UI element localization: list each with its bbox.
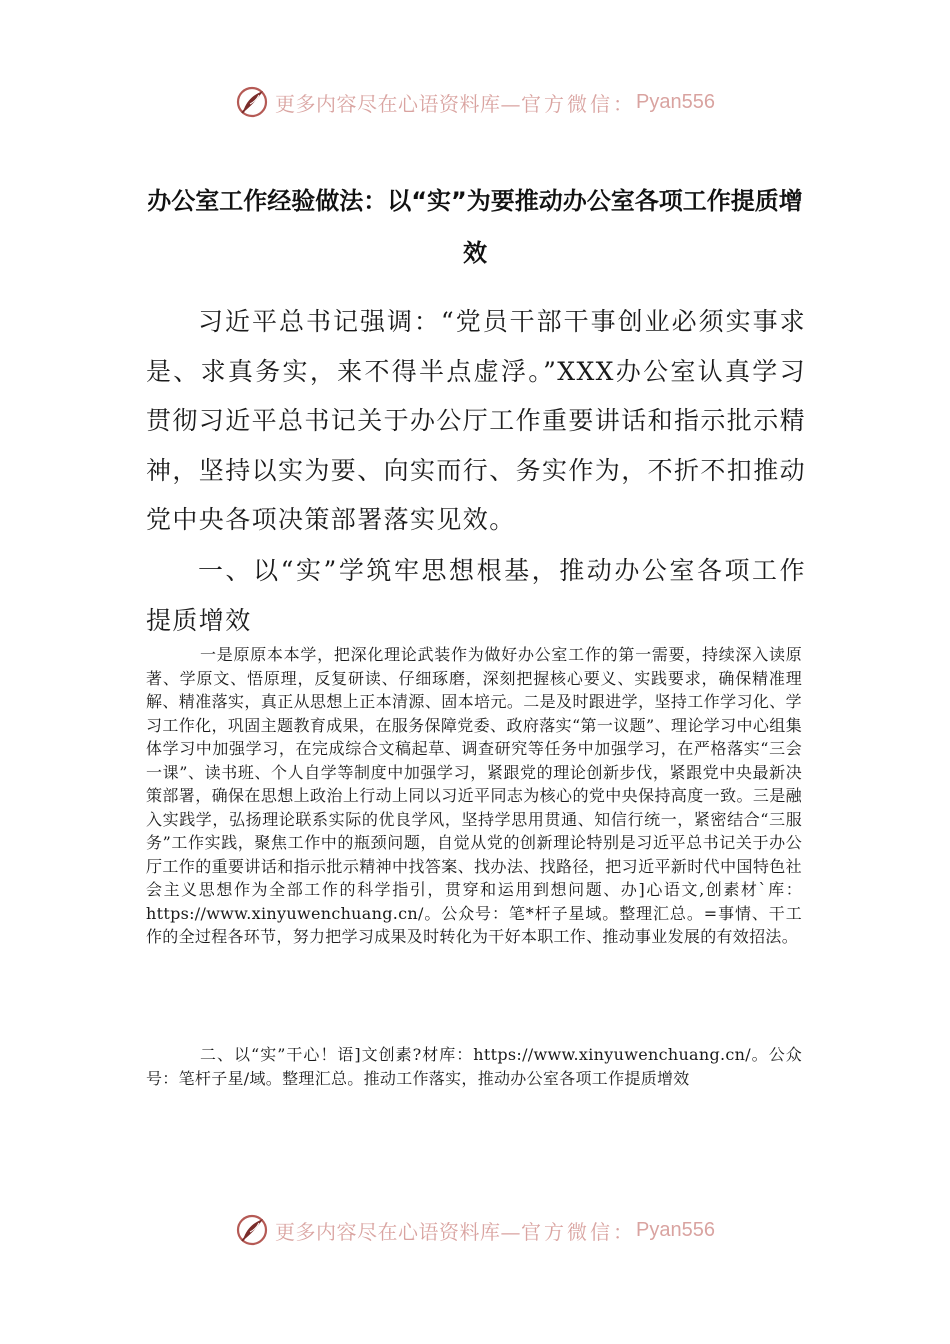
intro-paragraph: 习近平总书记强调：“党员干部干事创业必须实事求是、求真务实，来不得半点虚浮。”XXX办公室认真学习贯彻习近平总书记关于办公厅工作重要讲话和指示批示精神，坚持以实为要、向实而行、务实作为，不折不扣推动党中央各项决策部署落实见效。 (146, 307, 807, 534)
section-one-heading: 一、以“实”学筑牢思想根基，推动办公室各项工作提质增效 (146, 556, 806, 635)
watermark-wechat-label: 官方微信： (521, 91, 637, 116)
document-title: 办公室工作经验做法：以“实”为要推动办公室各项工作提质增效 (147, 187, 803, 267)
header-watermark-banner (0, 82, 950, 122)
watermark-wechat-id: Pyan556 (636, 90, 715, 113)
quill-logo-icon (235, 1213, 269, 1247)
watermark-slogan: 更多内容尽在心语资料库— (275, 91, 522, 116)
watermark-wechat-label: 官方微信： (521, 1219, 637, 1244)
section-one-body: 一是原原本本学，把深化理论武装作为做好办公室工作的第一需要，持续深入读原著、学原文、悟原理，反复研读、仔细琢磨，深刻把握核心要义、实践要求，确保精准理解、精准落实，真正从思想上正本清源、固本培元。二是及时跟进学，坚持工作学习化、学习工作化，巩固主题教育成果，在服务保障党委、政府落实“第一议题”、理论学习中心组集体学习中加强学习，在完成综合文稿起草、调查研究等任务中加强学习，在严格落实“三会一课”、读书班、个人自学等制度中加强学习，紧跟党的理论创新步伐，紧跟党中央最新决策部署，确保在思想上政治上行动上同以习近平同志为核心的党中央保持高度一致。三是融入实践学，弘扬理论联系实际的优良学风，坚持学思用贯通、知信行统一，紧密结合“三服务”工作实践，聚焦工作中的瓶颈问题，自觉从党的创新理论特别是习近平总书记关于办公厅工作的重要讲话和指示批示精神中找答案、找办法、找路径，把习近平新时代中国特色社会主义思想作为全部工作的科学指引，贯穿和运用到想问题、办]心语文,创素材`库：https://www.xinyuwenchuang.cn/。公众号：笔*杆子星域。整理汇总。=事情、干工作的全过程各环节，努力把学习成果及时转化为干好本职工作、推动事业发展的有效招法。 (146, 645, 802, 946)
footer-watermark-banner (0, 1210, 950, 1250)
watermark-wechat-id: Pyan556 (636, 1218, 715, 1241)
section-two-heading: 二、以“实”干心！语]文创素?材库：https://www.xinyuwenchuang.cn/。公众号：笔杆子星/域。整理汇总。推动工作落实，推动办公室各项工作提质增效 (146, 1045, 802, 1088)
watermark-slogan: 更多内容尽在心语资料库— (275, 1219, 522, 1244)
quill-logo-icon (235, 85, 269, 119)
